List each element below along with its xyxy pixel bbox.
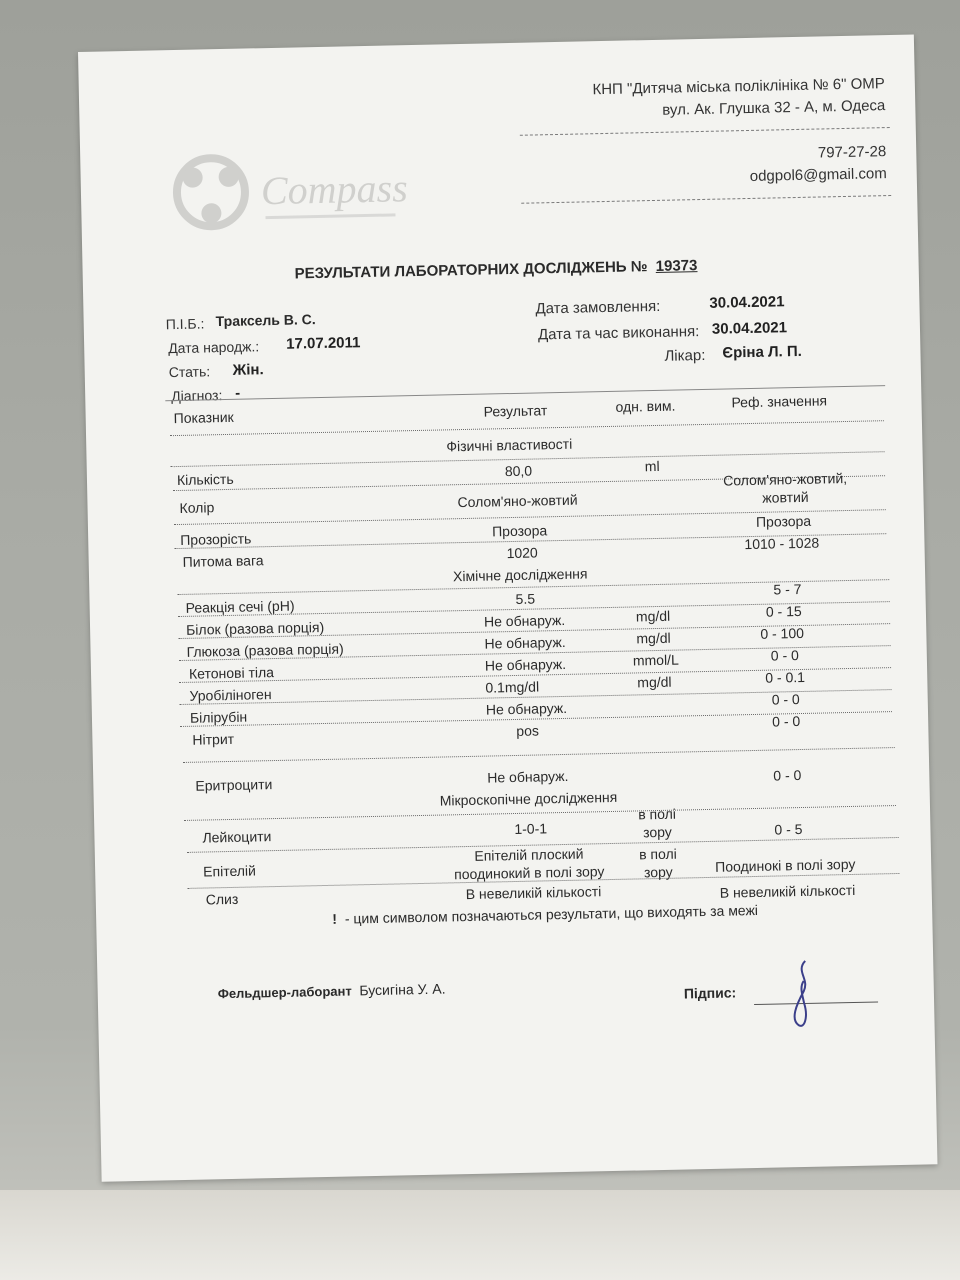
row-ref: Прозора xyxy=(755,512,812,530)
clinic-address: вул. Ак. Глушка 32 - А, м. Одеса xyxy=(662,97,886,119)
diagnosis-label: Діагноз: xyxy=(171,387,223,405)
row-ref: Солом'яно-жовтий, xyxy=(722,469,848,489)
row-result: 1-0-1 xyxy=(514,820,548,838)
exec-date-label: Дата та час виконання: xyxy=(537,323,700,344)
technician-label: Фельдшер-лаборант xyxy=(217,983,352,1002)
order-date-label: Дата замовлення: xyxy=(535,297,661,318)
patient-dob: 17.07.2011 xyxy=(285,334,361,353)
row-ref: 0 - 5 xyxy=(774,821,803,838)
clinic-email: odgpol6@gmail.com xyxy=(749,165,887,185)
sex-label: Стать: xyxy=(168,363,211,381)
row-result: поодинокий в полі зору xyxy=(454,863,605,883)
row-divider xyxy=(184,805,896,821)
clinic-phone: 797-27-28 xyxy=(817,143,887,162)
section-physical: Фізичні властивості xyxy=(446,435,573,455)
diagnosis-value: - xyxy=(235,384,241,402)
row-result: pos xyxy=(516,722,540,739)
section-micro: Мікроскопічне дослідження xyxy=(439,788,618,809)
row-unit: зору xyxy=(642,823,672,841)
row-ref: В невеликій кількості xyxy=(719,881,856,901)
compass-logo xyxy=(168,143,410,238)
row-name: Реакція сечі (pH) xyxy=(185,597,295,616)
col-indicator: Показник xyxy=(173,408,234,427)
row-ref: 0 - 0 xyxy=(772,713,801,730)
col-ref: Реф. значення xyxy=(731,392,828,411)
dob-label: Дата народж.: xyxy=(168,338,260,357)
technician-name: Бусигіна У. А. xyxy=(359,980,446,999)
exec-date: 30.04.2021 xyxy=(711,319,788,338)
row-unit: mg/dl xyxy=(636,629,671,647)
row-divider xyxy=(170,420,884,436)
patient-name: Траксель В. С. xyxy=(215,311,316,330)
legend-note xyxy=(332,902,758,927)
patient-sex: Жін. xyxy=(232,361,264,379)
row-name: Колір xyxy=(179,499,215,516)
row-unit: mg/dl xyxy=(635,607,671,625)
row-unit: mg/dl xyxy=(637,673,672,691)
row-unit: ml xyxy=(644,457,660,475)
row-name: Білірубін xyxy=(189,708,248,726)
row-name: Прозорість xyxy=(180,530,252,548)
handwritten-signature xyxy=(773,956,835,1037)
lab-results-sheet xyxy=(78,34,937,1181)
row-result: Не обнаруж. xyxy=(483,611,566,630)
row-ref: жовтий xyxy=(762,488,809,506)
clinic-name: КНП "Дитяча міська поліклініка № 6" ОМР xyxy=(592,75,886,99)
section-chemical: Хімічне дослідження xyxy=(452,565,588,585)
row-divider xyxy=(183,747,895,763)
row-name: Питома вага xyxy=(182,552,264,570)
note-mark: ! xyxy=(332,910,338,927)
row-name: Лейкоцити xyxy=(202,828,272,846)
row-ref: 0 - 15 xyxy=(765,602,802,620)
white-cloth xyxy=(0,1190,960,1280)
report-number: 19373 xyxy=(655,257,698,275)
row-name: Слиз xyxy=(205,890,239,908)
page-title xyxy=(295,257,698,282)
row-unit: mmol/L xyxy=(632,651,679,669)
col-unit: одн. вим. xyxy=(615,397,676,415)
row-ref: Поодинокі в полі зору xyxy=(715,855,856,875)
logo-text: Compass xyxy=(260,165,409,214)
row-name: Кетонові тіла xyxy=(188,664,275,682)
title-text: РЕЗУЛЬТАТИ ЛАБОРАТОРНИХ ДОСЛІДЖЕНЬ № xyxy=(294,258,648,283)
row-result: Не обнаруж. xyxy=(484,633,566,652)
row-ref: 5 - 7 xyxy=(773,580,802,598)
row-result: Не обнаруж. xyxy=(484,655,567,674)
row-name: Епітелій xyxy=(203,862,257,880)
row-unit: в полі xyxy=(638,805,677,823)
divider xyxy=(520,127,890,136)
row-name: Глюкоза (разова порція) xyxy=(186,640,344,660)
signature-label: Підпис: xyxy=(683,984,737,1002)
row-ref: 0 - 100 xyxy=(760,624,805,642)
row-unit: в полі xyxy=(638,845,677,863)
divider xyxy=(521,195,891,204)
row-result: 80,0 xyxy=(504,462,533,480)
row-name: Кількість xyxy=(176,470,234,489)
row-name: Нітрит xyxy=(192,730,235,748)
row-ref: 0 - 0 xyxy=(773,767,802,784)
lab-technician xyxy=(218,981,446,1002)
row-result: Прозора xyxy=(491,522,548,540)
row-result: 1020 xyxy=(506,544,538,562)
row-ref: 0 - 0 xyxy=(771,691,800,708)
row-result: Не обнаруж. xyxy=(485,699,568,718)
row-result: Не обнаруж. xyxy=(487,767,569,786)
name-label: П.І.Б.: xyxy=(165,315,205,333)
row-name: Еритроцити xyxy=(195,776,273,794)
doctor-name: Єріна Л. П. xyxy=(722,342,802,362)
row-ref: 1010 - 1028 xyxy=(744,534,820,553)
row-result: 5.5 xyxy=(515,590,536,607)
row-result: В невеликій кількості xyxy=(465,883,602,903)
row-result: Епітелій плоский xyxy=(474,845,584,864)
doctor-label: Лікар: xyxy=(664,346,706,365)
row-unit: зору xyxy=(643,863,673,881)
order-date: 30.04.2021 xyxy=(709,293,785,312)
note-text: - цим символом позначаються результати, що виходять за межі xyxy=(344,901,759,927)
row-name: Уробіліноген xyxy=(189,686,272,704)
row-ref: 0 - 0 xyxy=(770,647,799,664)
row-ref: 0 - 0.1 xyxy=(765,668,806,686)
col-result: Результат xyxy=(483,402,548,420)
row-result: 0.1mg/dl xyxy=(485,678,540,696)
row-name: Білок (разова порція) xyxy=(185,618,325,638)
row-result: Солом'яно-жовтий xyxy=(457,491,578,511)
